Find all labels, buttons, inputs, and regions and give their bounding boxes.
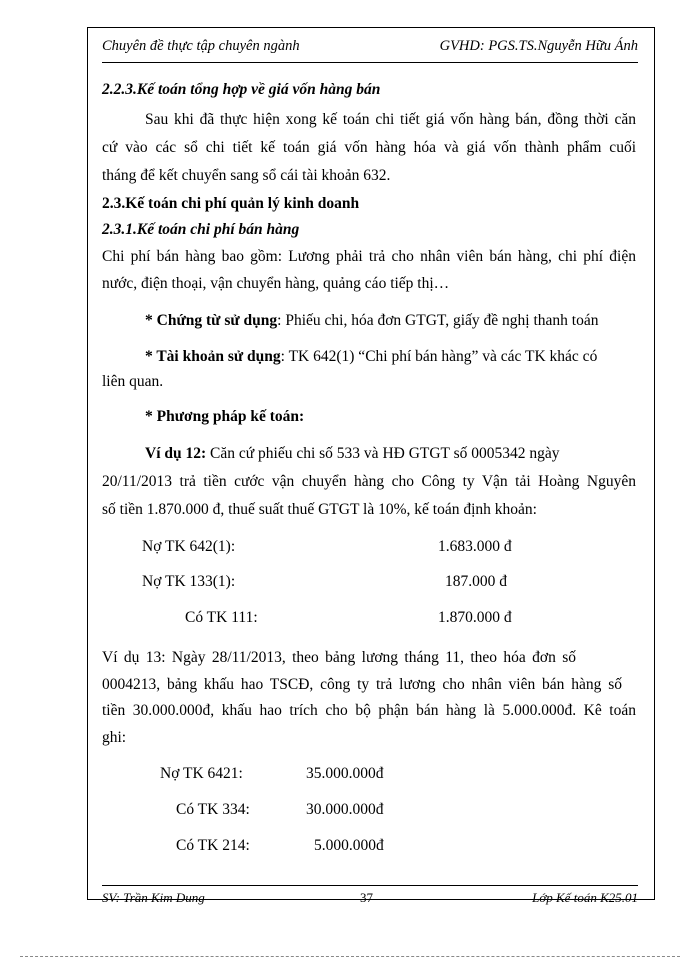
entry-account: Nợ TK 133(1): [142,573,236,590]
entry-account: Nợ TK 6421: [160,765,243,782]
accounts-used-label: * Tài khoản sử dụng [145,348,281,365]
page-number: 37 [360,890,373,905]
entry-account: Có TK 111: [185,609,258,626]
documents-used-label: * Chứng từ sử dụng [145,312,278,329]
example-12-label: Ví dụ 12: [145,445,207,462]
entry-amount: 5.000.000đ [314,837,384,854]
paragraph-line: liên quan. [102,373,164,390]
paragraph-line: Chi phí bán hàng bao gồm: Lương phải trả cho nhân viên bán hàng, chi phí điện [102,248,636,265]
entry-amount: 187.000 đ [445,573,507,590]
paragraph-line: tiền 30.000.000đ, khấu hao trích cho bộ phận bán hàng là 5.000.000đ. Kê toán [102,702,636,719]
entry-amount: 1.683.000 đ [438,538,512,555]
page-break-line [20,956,680,957]
paragraph-line: Sau khi đã thực hiện xong kế toán chi tiết giá vốn hàng bán, đồng thời căn [145,111,636,128]
section-2-3-1-title: 2.3.1.Kế toán chi phí bán hàng [102,221,300,238]
footer-student: SV: Trần Kim Dung [102,890,205,905]
entry-amount: 30.000.000đ [306,801,384,818]
entry-account: Nợ TK 642(1): [142,538,236,555]
accounting-method-label: * Phương pháp kế toán: [145,408,305,425]
section-2-2-3-title: 2.2.3.Kế toán tổng hợp về giá vốn hàng bán [102,81,381,98]
paragraph-line: tháng để kết chuyển sang sổ cái tài khoản 632. [102,167,391,184]
header-left: Chuyên đề thực tập chuyên ngành [102,38,300,54]
paragraph-line: cứ vào các sổ chi tiết kế toán giá vốn hàng hóa và giá vốn thành phẩm cuối [102,139,636,156]
footer-class: Lớp Kế toán K25.01 [532,890,638,905]
documents-used-line [145,311,598,331]
paragraph-line: số tiền 1.870.000 đ, thuế suất thuế GTGT là 10%, kế toán định khoản: [102,501,537,518]
paragraph-line: 0004213, bảng khấu hao TSCĐ, công ty trả lương cho nhân viên bán hàng số [102,676,622,693]
header-right: GVHD: PGS.TS.Nguyễn Hữu Ánh [439,38,638,54]
example-12-line [145,444,560,464]
footer-rule [102,885,638,886]
header-rule [102,62,638,63]
paragraph-line: nước, điện thoại, vận chuyển hàng, quảng cáo tiếp thị… [102,275,450,292]
entry-amount: 1.870.000 đ [438,609,512,626]
accounts-used-line [145,347,597,367]
accounts-used-text: : TK 642(1) “Chi phí bán hàng” và các TK khác có [280,348,598,365]
documents-used-text: : Phiếu chi, hóa đơn GTGT, giấy đề nghị thanh toán [277,312,599,329]
paragraph-line: ghi: [102,729,127,746]
entry-amount: 35.000.000đ [306,765,384,782]
paragraph-line: Ví dụ 13: Ngày 28/11/2013, theo bảng lương tháng 11, theo hóa đơn số [102,649,576,666]
page-header [102,38,638,62]
entry-account: Có TK 334: [176,801,250,818]
entry-account: Có TK 214: [176,837,250,854]
example-12-text: Căn cứ phiếu chi số 533 và HĐ GTGT số 0005342 ngày [206,445,560,462]
paragraph-line: 20/11/2013 trả tiền cước vận chuyển hàng cho Công ty Vận tải Hoàng Nguyên [102,473,636,490]
section-2-3-title: 2.3.Kế toán chi phí quản lý kinh doanh [102,195,360,212]
